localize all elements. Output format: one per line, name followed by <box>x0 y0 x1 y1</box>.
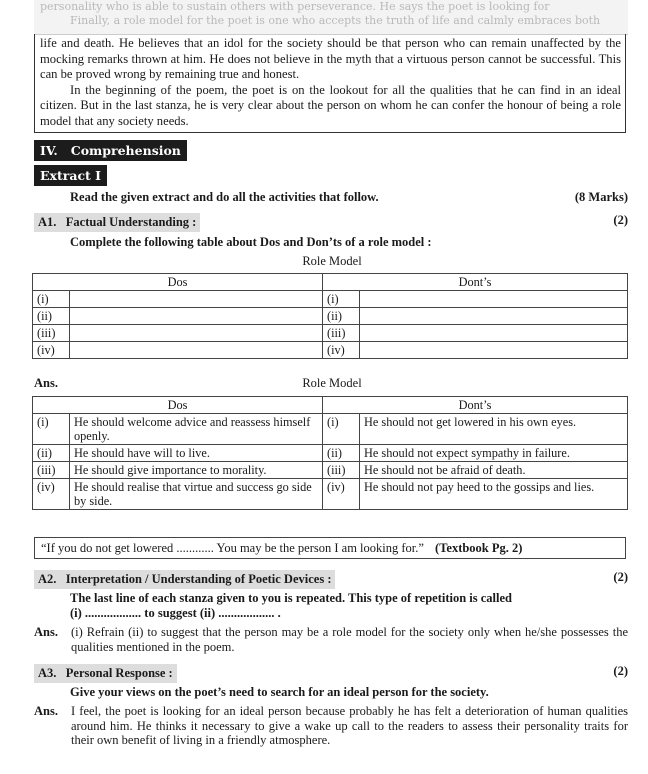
quote-text: “If you do not get lowered ............ You may be the person I am looking for.” <box>41 541 424 555</box>
answer-table-title: Role Model <box>302 376 362 390</box>
a3-answer <box>34 704 628 748</box>
a2-marks: (2) <box>613 570 628 584</box>
dos-cell: He should welcome advice and reassess himself openly. <box>70 414 323 445</box>
col-header-donts: Dont’s <box>323 397 628 414</box>
donts-cell: He should not expect sympathy in failure. <box>360 445 628 462</box>
a3-ans-label: Ans. <box>34 704 58 718</box>
intro-paragraph: life and death. He believes that an idol for the society should be that person who can remain unaffected by the mocking remarks thrown at him. He does not believe in the myth that a virtuous person cannot be successful. This can be proved wrong by remaining true and honest. <box>40 36 621 81</box>
col-header-dos: Dos <box>33 397 323 414</box>
table-row <box>33 325 628 342</box>
row-number: (iv) <box>33 342 70 359</box>
row-number: (i) <box>33 414 70 445</box>
a2-question-line2: (i) .................. to suggest (ii) .................. . <box>70 606 281 620</box>
table-header-row <box>33 274 628 291</box>
row-number: (iv) <box>33 479 70 510</box>
a1-question: Complete the following table about Dos and Don’ts of a role model : <box>70 235 432 249</box>
blank-cell <box>360 325 628 342</box>
a3-answer-text: I feel, the poet is looking for an ideal person because probably he has felt a deterioration of human qualities around him. He thinks it necessary to give a wake up call to the readers to assess their personality traits for their own benefit of living in a friendly atmosphere. <box>71 704 628 747</box>
donts-cell: He should not get lowered in his own eyes. <box>360 414 628 445</box>
col-header-donts: Dont’s <box>323 274 628 291</box>
dos-cell: He should have will to live. <box>70 445 323 462</box>
blank-cell <box>360 291 628 308</box>
col-header-dos: Dos <box>33 274 323 291</box>
a1-header <box>34 211 628 230</box>
blank-cell <box>70 308 323 325</box>
blank-table-title: Role Model <box>302 254 362 268</box>
table-row <box>33 462 628 479</box>
a3-marks: (2) <box>613 664 628 678</box>
row-number: (iv) <box>323 479 360 510</box>
extract-label: Extract I <box>34 165 107 186</box>
a3-question: Give your views on the poet’s need to search for an ideal person for the society. <box>70 685 489 699</box>
dos-cell: He should give importance to morality. <box>70 462 323 479</box>
total-marks: (8 Marks) <box>574 190 628 204</box>
row-number: (iii) <box>33 462 70 479</box>
table-row <box>33 414 628 445</box>
a1-marks: (2) <box>613 213 628 227</box>
a2-ans-label: Ans. <box>34 625 58 639</box>
blank-table <box>32 273 628 359</box>
a2-answer-text: (i) Refrain (ii) to suggest that the person may be a role model for the society only when he/she possesses the qualities mentioned in the poem. <box>71 625 628 654</box>
extract-quote <box>34 537 626 559</box>
dos-cell: He should realise that virtue and success go side by side. <box>70 479 323 510</box>
row-number: (iii) <box>323 325 360 342</box>
donts-cell: He should not pay heed to the gossips and lies. <box>360 479 628 510</box>
table-row <box>33 445 628 462</box>
a3-header <box>34 662 628 681</box>
intro-paragraph: In the beginning of the poem, the poet is on the lookout for all the qualities that he can find in an ideal citizen. But in the last stanza, he is very clear about the person on whom he can confer the honour of being a role model that any society needs. <box>40 82 621 128</box>
faded-line: Finally, a role model for the poet is one who accepts the truth of life and calmly embraces both <box>70 14 601 27</box>
blank-cell <box>360 342 628 359</box>
answer-table <box>32 396 628 510</box>
section-heading: IV. Comprehension <box>34 140 187 161</box>
table-row <box>33 479 628 510</box>
a2-header <box>34 568 628 587</box>
row-number: (iv) <box>323 342 360 359</box>
blank-cell <box>360 308 628 325</box>
row-number: (i) <box>323 414 360 445</box>
instruction-text: Read the given extract and do all the activities that follow. <box>70 190 379 204</box>
table-header-row <box>33 397 628 414</box>
row-number: (ii) <box>323 445 360 462</box>
row-number: (iii) <box>33 325 70 342</box>
blank-cell <box>70 342 323 359</box>
row-number: (i) <box>33 291 70 308</box>
a1-label: A1. Factual Understanding : <box>34 213 200 232</box>
row-number: (iii) <box>323 462 360 479</box>
table-row <box>33 291 628 308</box>
row-number: (ii) <box>323 308 360 325</box>
quote-reference: (Textbook Pg. 2) <box>435 541 523 555</box>
a2-label: A2. Interpretation / Understanding of Poetic Devices : <box>34 570 335 589</box>
a3-label: A3. Personal Response : <box>34 664 177 683</box>
faded-previous-text <box>34 0 628 35</box>
row-number: (ii) <box>33 445 70 462</box>
row-number: (ii) <box>33 308 70 325</box>
a2-question-line1: The last line of each stanza given to you is repeated. This type of repetition is called <box>70 591 513 605</box>
table-row <box>33 342 628 359</box>
faded-line: personality who is able to sustain others with perseverance. He says the poet is looking for <box>40 0 550 13</box>
blank-cell <box>70 325 323 342</box>
row-number: (i) <box>323 291 360 308</box>
table-row <box>33 308 628 325</box>
donts-cell: He should not be afraid of death. <box>360 462 628 479</box>
a1-ans-label: Ans. <box>34 376 58 390</box>
a2-answer <box>34 625 628 654</box>
intro-text-box <box>34 34 626 133</box>
blank-cell <box>70 291 323 308</box>
